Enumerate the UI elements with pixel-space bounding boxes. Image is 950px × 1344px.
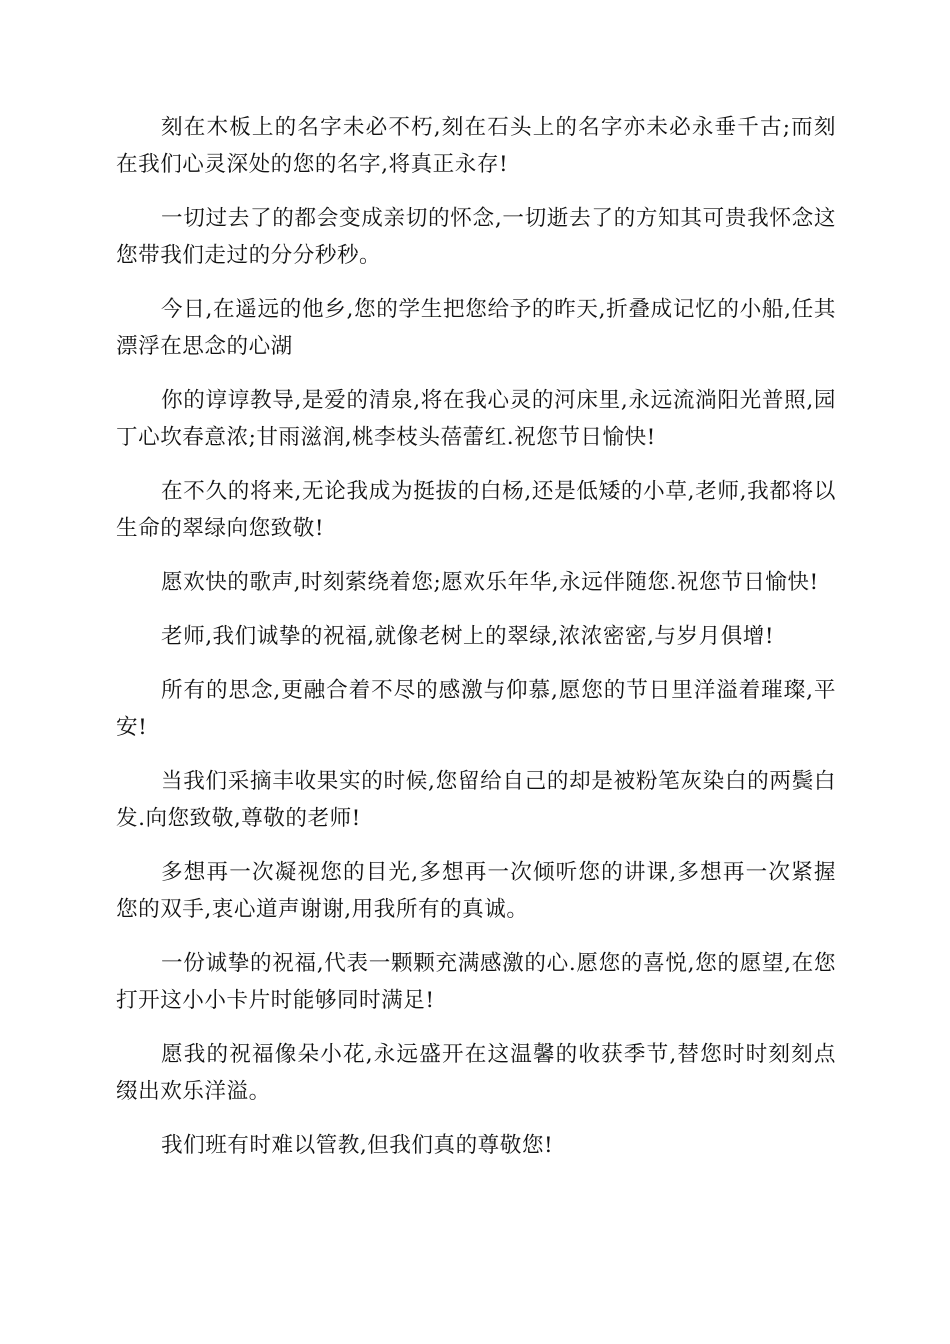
paragraph: 多想再一次凝视您的目光,多想再一次倾听您的讲课,多想再一次紧握您的双手,衷心道声谢谢,用我所有的真诚。 [116,860,836,922]
document-body [116,109,836,1181]
paragraph: 我们班有时难以管教,但我们真的尊敬您! [161,1133,554,1158]
paragraph: 你的谆谆教导,是爱的清泉,将在我心灵的河床里,永远流淌阳光普照,园丁心坎春意浓;甘雨滋润,桃李枝头蓓蕾红.祝您节日愉快! [116,388,836,450]
paragraph: 刻在木板上的名字未必不朽,刻在石头上的名字亦未必永垂千古;而刻在我们心灵深处的您的名字,将真正永存! [116,115,836,177]
paragraph: 愿我的祝福像朵小花,永远盛开在这温馨的收获季节,替您时时刻刻点缀出欢乐洋溢。 [116,1042,836,1104]
paragraph: 愿欢快的歌声,时刻萦绕着您;愿欢乐年华,永远伴随您.祝您节日愉快! [161,570,819,595]
paragraph: 当我们采摘丰收果实的时候,您留给自己的却是被粉笔灰染白的两鬓白发.向您致敬,尊敬的老师! [116,769,836,831]
paragraph: 老师,我们诚挚的祝福,就像老树上的翠绿,浓浓密密,与岁月俱增! [161,624,775,649]
paragraph: 一份诚挚的祝福,代表一颗颗充满感激的心.愿您的喜悦,您的愿望,在您打开这小小卡片时能够同时满足! [116,951,836,1013]
paragraph: 所有的思念,更融合着不尽的感激与仰慕,愿您的节日里洋溢着璀璨,平安! [116,678,836,740]
paragraph: 今日,在遥远的他乡,您的学生把您给予的昨天,折叠成记忆的小船,任其漂浮在思念的心湖 [116,297,836,359]
paragraph: 在不久的将来,无论我成为挺拔的白杨,还是低矮的小草,老师,我都将以生命的翠绿向您致敬! [116,479,836,541]
paragraph: 一切过去了的都会变成亲切的怀念,一切逝去了的方知其可贵我怀念这您带我们走过的分分秒秒。 [116,206,836,268]
